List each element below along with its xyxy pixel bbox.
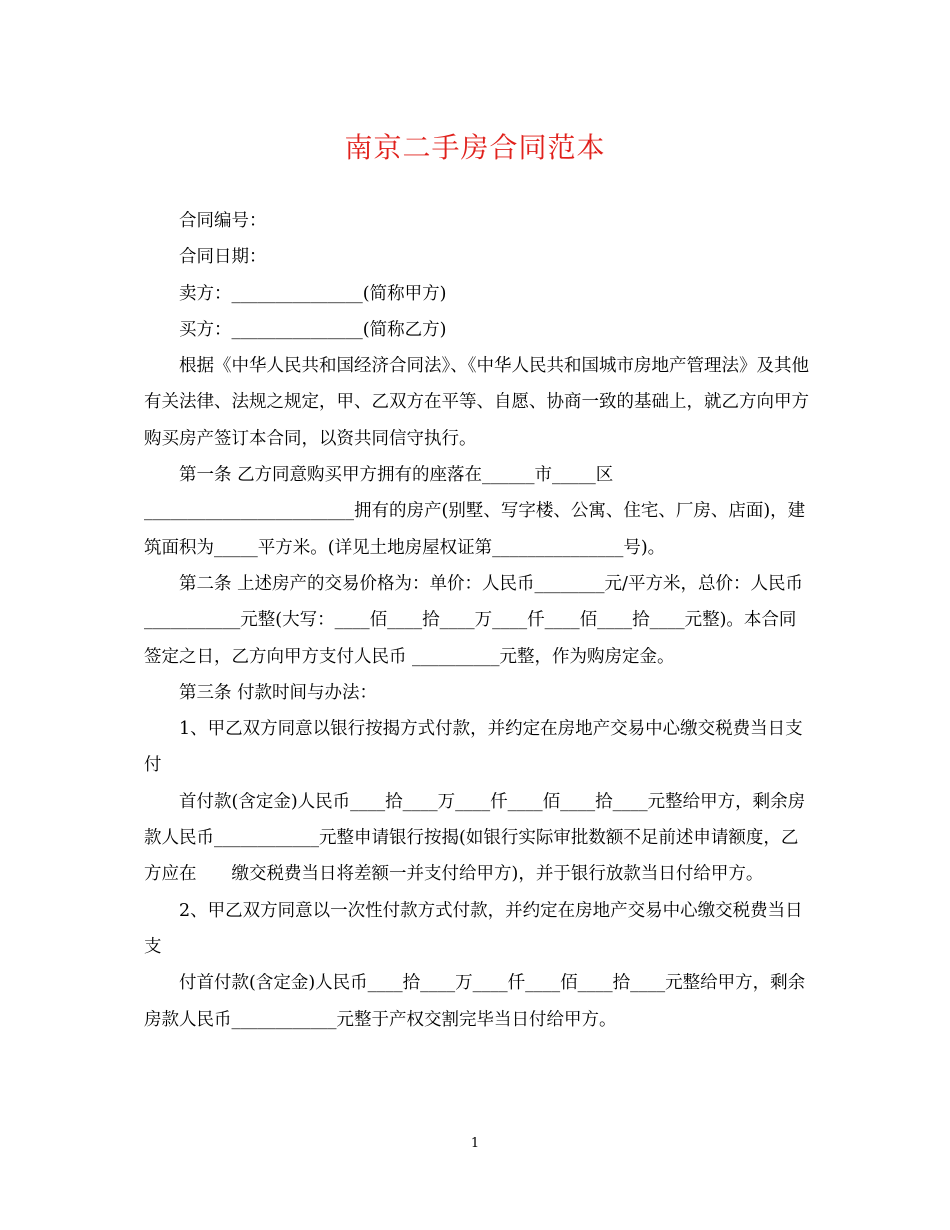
- preamble-paragraph: 根据《中华人民共和国经济合同法》、《中华人民共和国城市房地产管理法》及其他有关法律、法规之规定，甲、乙双方在平等、自愿、协商一致的基础上，就乙方向甲方购买房产签订本合同，以资共同信守执行。: [144, 356, 809, 449]
- contract-date-line: 合同日期：: [179, 247, 267, 268]
- contract-number-line: 合同编号：: [179, 211, 267, 231]
- article-3-item-1: 1、甲乙双方同意以银行按揭方式付款，并约定在房地产交易中心缴交税费当日支付: [144, 719, 803, 776]
- article-3-item-2-detail: 付首付款(含定金)人民币____拾____万____仟____佰____拾____元整给甲方，剩余房款人民币____________元整于产权交割完毕当日付给甲方。: [144, 973, 806, 1030]
- document-title: 南京二手房合同范本: [344, 131, 606, 164]
- article-3-item-2: 2、甲乙双方同意以一次性付款方式付款，并约定在房地产交易中心缴交税费当日支: [144, 900, 803, 957]
- article-3-item-1-detail: 首付款(含定金)人民币____拾____万____仟____佰____拾____元整给甲方，剩余房款人民币____________元整申请银行按揭(如银行实际审批数额不足前述申请额度，乙方应在 缴交税费当日将差额一并支付给甲方)，并于银行放款当日付给甲方。: [144, 791, 806, 885]
- article-3-heading: 第三条 付款时间与办法：: [179, 682, 378, 703]
- article-2-paragraph: 第二条 上述房产的交易价格为：单价：人民币________元/平方米，总价：人民币___________元整(大写：____佰____拾____万____仟____佰____拾____元整)。本合同签定之日，乙方向甲方支付人民币 __________元整，作为购房定金。: [144, 573, 803, 667]
- article-1-paragraph: 第一条 乙方同意购买甲方拥有的座落在______市_____区________________________拥有的房产(别墅、写字楼、公寓、住宅、厂房、店面)，建筑面积为_____平方米。(详见土地房屋权证第_______________号)。: [144, 465, 806, 558]
- page-number: 1: [470, 1136, 480, 1151]
- seller-line: 卖方：_______________(简称甲方): [179, 283, 447, 304]
- document-body: [144, 203, 810, 1038]
- buyer-line: 买方：_______________(简称乙方): [179, 319, 447, 340]
